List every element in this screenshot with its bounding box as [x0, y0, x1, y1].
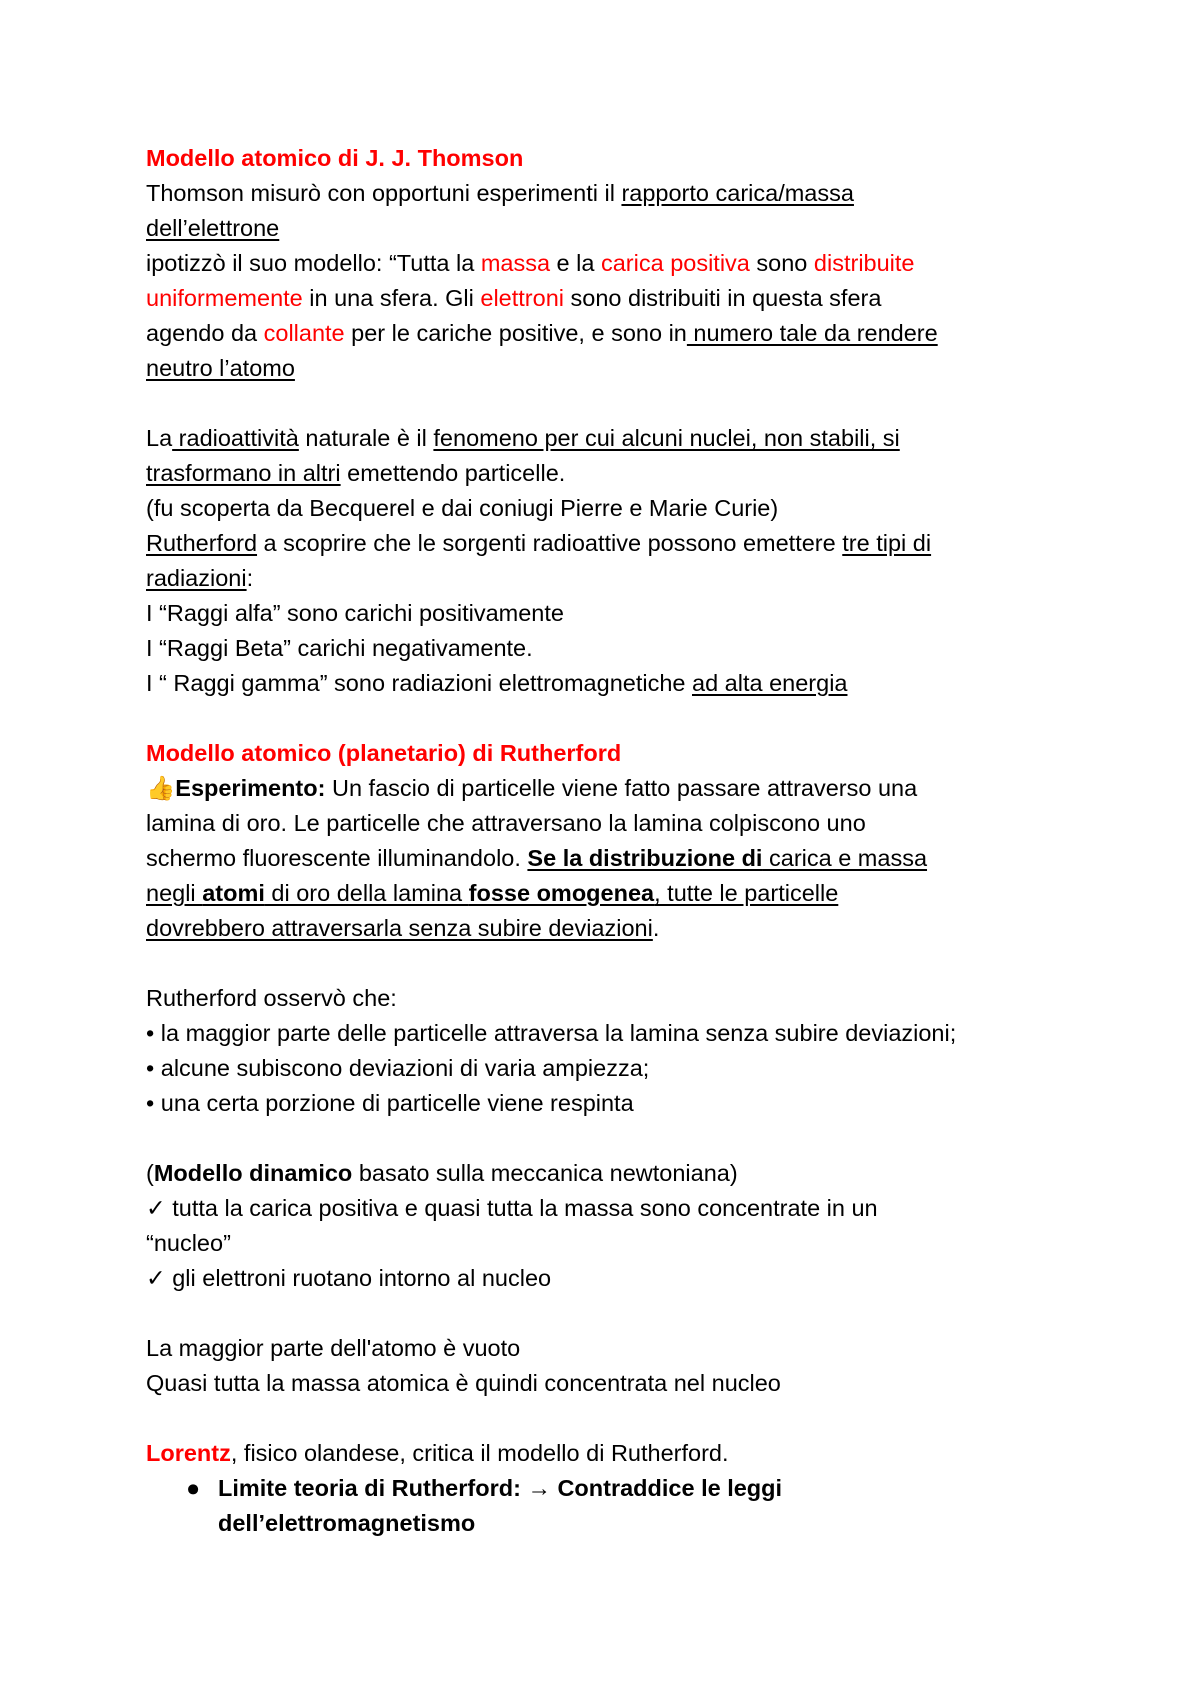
observation-item: • alcune subiscono deviazioni di varia ampiezza;: [146, 1055, 650, 1081]
text: a scoprire che le sorgenti radioattive possono emettere: [257, 530, 843, 556]
thomson-line-3: [146, 246, 1146, 281]
underlined-text: rapporto carica/massa: [621, 180, 854, 206]
text: emettendo particelle.: [340, 460, 566, 486]
text: Un fascio di particelle viene fatto passare attraverso una: [325, 775, 918, 801]
highlight-text: massa: [480, 250, 551, 276]
rutherford-line-5: [146, 911, 1146, 946]
text: .: [652, 915, 660, 941]
radio-line-alpha: I “Raggi alfa” sono carichi positivamente: [146, 600, 564, 626]
bold-underlined-text: Se la distribuzione di: [527, 845, 763, 871]
dynamic-model-line: [146, 1156, 1146, 1191]
text: schermo fluorescente illuminandolo.: [146, 845, 528, 871]
underlined-text: carica e massa: [762, 845, 928, 871]
document-page: [146, 141, 1146, 1541]
radio-line-5: [146, 561, 1146, 596]
highlight-text: uniformemente: [146, 285, 303, 311]
thomson-line-1: [146, 176, 1146, 211]
spacer: [146, 946, 1146, 981]
radio-line-2: [146, 456, 1146, 491]
bullet-icon: ●: [186, 1475, 201, 1501]
text: naturale è il: [298, 425, 434, 451]
text: in una sfera. Gli: [302, 285, 481, 311]
underlined-text: radiazioni: [146, 565, 247, 591]
bullet-text: Limite teoria di Rutherford: → Contraddice le leggi: [218, 1475, 783, 1501]
spacer: [146, 701, 1146, 736]
text: agendo da: [146, 320, 264, 346]
bold-underlined-text: atomi: [202, 880, 265, 906]
lorentz-bullet: [146, 1471, 1146, 1506]
highlight-text: carica positiva: [600, 250, 750, 276]
check-item-1: ✓ tutta la carica positiva e quasi tutta la massa sono concentrate in un: [146, 1195, 878, 1221]
lorentz-line: [146, 1436, 1146, 1471]
bullet-text: dell’elettromagnetismo: [218, 1510, 476, 1536]
rutherford-line-2: lamina di oro. Le particelle che attraversano la lamina colpiscono uno: [146, 810, 866, 836]
underlined-text: di oro della lamina: [264, 880, 469, 906]
text: per le cariche positive, e sono in: [344, 320, 687, 346]
underlined-text: numero tale da rendere: [686, 320, 938, 346]
text: , fisico olandese, critica il modello di Rutherford.: [230, 1440, 729, 1466]
observation-item: • una certa porzione di particelle viene respinta: [146, 1090, 634, 1116]
thomson-line-6: [146, 351, 1146, 386]
thomson-line-4: [146, 281, 1146, 316]
check-item-2: ✓ gli elettroni ruotano intorno al nucleo: [146, 1265, 552, 1291]
rutherford-line-1: [146, 771, 1146, 806]
underlined-text: ad alta energia: [692, 670, 848, 696]
thomson-line-2: [146, 211, 1146, 246]
radio-line-beta: I “Raggi Beta” carichi negativamente.: [146, 635, 533, 661]
bold-underlined-text: fosse omogenea: [468, 880, 655, 906]
lorentz-bullet-cont: [146, 1506, 1146, 1541]
text: sono: [749, 250, 814, 276]
text: ipotizzò il suo modello: “Tutta la: [146, 250, 481, 276]
text: I “ Raggi gamma” sono radiazioni elettromagnetiche: [146, 670, 692, 696]
highlight-text: Lorentz: [146, 1440, 231, 1466]
void-line-2: Quasi tutta la massa atomica è quindi concentrata nel nucleo: [146, 1370, 781, 1396]
text: La: [146, 425, 173, 451]
observation-item: • la maggior parte delle particelle attraversa la lamina senza subire deviazioni;: [146, 1020, 957, 1046]
underlined-text: , tutte le particelle: [654, 880, 839, 906]
underlined-text: neutro l’atomo: [146, 355, 295, 381]
thomson-line-5: [146, 316, 1146, 351]
underlined-text: dell’elettrone: [146, 215, 280, 241]
underlined-text: trasformano in altri: [146, 460, 341, 486]
spacer: [146, 1121, 1146, 1156]
rutherford-heading: Modello atomico (planetario) di Rutherford: [146, 740, 622, 766]
underlined-text: dovrebbero attraversarla senza subire deviazioni: [146, 915, 653, 941]
radio-line-4: [146, 526, 1146, 561]
text: Thomson misurò con opportuni esperimenti il: [146, 180, 622, 206]
void-line-1: La maggior parte dell'atomo è vuoto: [146, 1335, 521, 1361]
underlined-text: tre tipi di: [842, 530, 932, 556]
spacer: [146, 386, 1146, 421]
radio-line-gamma: [146, 666, 1146, 701]
radio-line-3: (fu scoperta da Becquerel e dai coniugi Pierre e Marie Curie): [146, 495, 779, 521]
text: sono distribuiti in questa sfera: [564, 285, 882, 311]
text: :: [246, 565, 254, 591]
rutherford-line-3: [146, 841, 1146, 876]
underlined-text: radioattività: [172, 425, 299, 451]
radio-line-1: [146, 421, 1146, 456]
underlined-text: Rutherford: [146, 530, 258, 556]
underlined-text: fenomeno per cui alcuni nuclei, non stabili, si: [433, 425, 900, 451]
thumbs-up-icon: 👍: [146, 775, 176, 801]
rutherford-line-4: [146, 876, 1146, 911]
spacer: [146, 1296, 1146, 1331]
check-item-1-cont: “nucleo”: [146, 1230, 231, 1256]
observation-title: Rutherford osservò che:: [146, 985, 397, 1011]
highlight-text: collante: [263, 320, 345, 346]
bold-text: Modello dinamico: [153, 1160, 353, 1186]
bold-text: Esperimento:: [175, 775, 326, 801]
highlight-text: distribuite: [813, 250, 915, 276]
highlight-text: elettroni: [480, 285, 564, 311]
text: e la: [550, 250, 601, 276]
spacer: [146, 1401, 1146, 1436]
text: (: [146, 1160, 154, 1186]
thomson-heading: Modello atomico di J. J. Thomson: [146, 145, 524, 171]
text: basato sulla meccanica newtoniana): [352, 1160, 738, 1186]
underlined-text: negli: [146, 880, 203, 906]
